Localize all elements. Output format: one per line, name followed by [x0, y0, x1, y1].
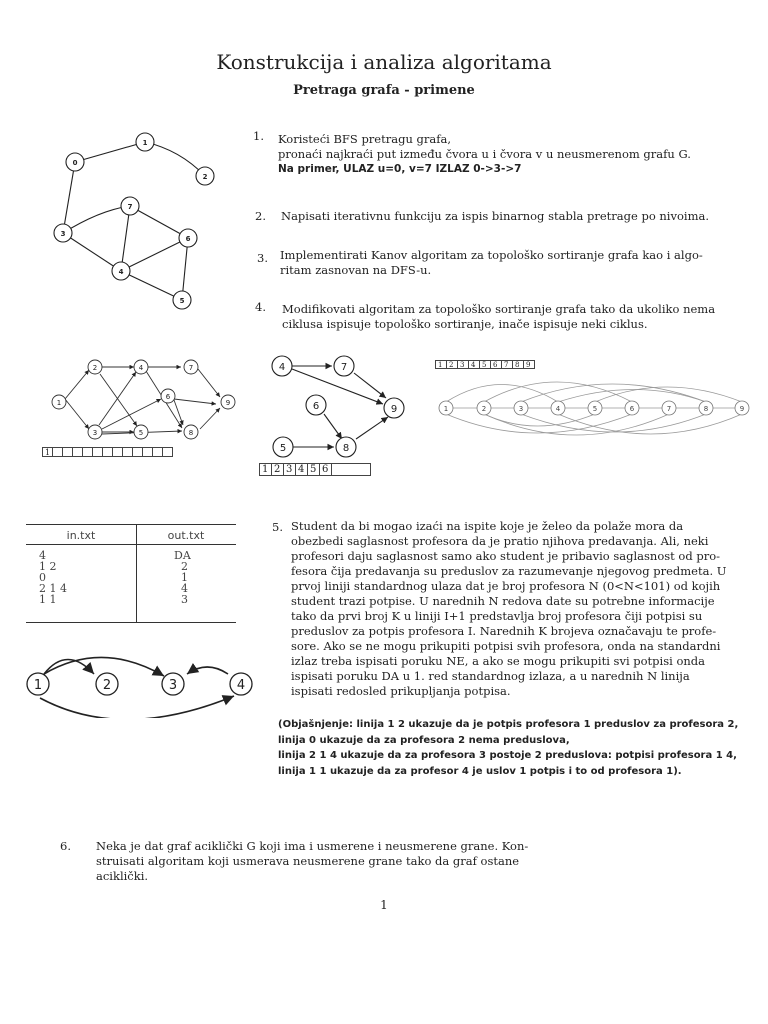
- io-in-line: 1 1: [39, 593, 57, 606]
- item-5-explanation-line: linija 1 1 ukazuje da za profesor 4 je uslov 1 potpis i to od profesora 1).: [278, 765, 682, 777]
- io-in-line: 0: [39, 571, 46, 584]
- item-4-line-2: ciklusa ispisuje topološko sortiranje, inače ispisuje neki ciklus.: [282, 317, 648, 331]
- array-cell: 3: [457, 360, 469, 369]
- array-cell: 1: [42, 447, 53, 457]
- io-example-table: [26, 524, 236, 623]
- graph-node-label: 5: [592, 405, 598, 413]
- graph-node-label: 5: [279, 443, 287, 454]
- item-3-line-2: ritam zasnovan na DFS-u.: [280, 263, 432, 277]
- item-1-example: Na primer, ULAZ u=0, v=7 IZLAZ 0->3->7: [278, 163, 522, 175]
- item-5-explanation-line: (Objašnjenje: linija 1 2 ukazuje da je potpis profesora 1 preduslov za profesora 2,: [278, 719, 739, 730]
- item-5-explanation-line: linija 2 1 4 ukazuje da za profesora 3 postoje 2 preduslova: potpisi profesora 1 4,: [278, 750, 737, 761]
- item-5-line: ispisati poruku DA u 1. red standardnog izlaza, a u narednih N linija: [291, 669, 690, 683]
- graph-node-label: 1: [56, 399, 62, 407]
- item-2-line-1: Napisati iterativnu funkciju za ispis binarnog stabla pretrage po nivoima.: [281, 209, 710, 223]
- graph-node-label: 7: [666, 405, 672, 413]
- item-4-number: 4.: [255, 300, 266, 314]
- item-5-body: [291, 519, 726, 699]
- item-6-line: aciklički.: [96, 869, 149, 883]
- array-strip-1: [43, 447, 173, 457]
- dag-diagram-2: [262, 350, 412, 462]
- item-5-line: fesora čija predavanja su preduslov za razumevanje njegovog predmeta. U: [291, 564, 727, 578]
- graph-node-label: 9: [225, 399, 231, 407]
- item-3-number: 3.: [257, 251, 268, 265]
- graph-node-label: 7: [340, 362, 348, 373]
- item-5-line: sore. Ako se ne mogu prikupiti potpisi svih profesora, onda na standardni: [291, 639, 721, 653]
- io-out-line: 4: [181, 582, 188, 595]
- document-subtitle: Pretraga grafa - primene: [293, 83, 475, 98]
- item-5-explanation-line: linija 0 ukazuje da za profesora 2 nema preduslova,: [278, 734, 570, 746]
- io-out-line: 2: [181, 560, 188, 573]
- array-cell: 1: [259, 463, 272, 476]
- array-strip-2: [260, 463, 371, 476]
- item-5-line: student trazi potpise. U narednih N redova date su potrebne informacije: [291, 594, 715, 608]
- io-in-line: 4: [39, 549, 46, 562]
- item-6-line: struisati algoritam koji usmerava neusmerene grane tako da graf ostane: [96, 854, 520, 868]
- item-1-number: 1.: [253, 129, 264, 143]
- graph-node-label: 9: [390, 404, 398, 415]
- graph-node-label: 8: [188, 429, 194, 437]
- item-5-line: tako da prvi broj K u liniji I+1 predstavlja broj profesora čiji potpisi su: [291, 609, 703, 623]
- array-cell: 1: [435, 360, 447, 369]
- graph-node-label: 4: [555, 405, 561, 413]
- array-cell: 7: [501, 360, 513, 369]
- graph-node-label: 1: [33, 678, 43, 693]
- graph-node-label: 6: [629, 405, 635, 413]
- graph-node-label: 0: [72, 159, 78, 167]
- graph-node-label: 1: [142, 139, 148, 147]
- graph-node-label: 9: [739, 405, 745, 413]
- graph-node-label: 8: [342, 443, 350, 454]
- item-5-line: preduslov za potpis profesora I. Narednih K brojeva označavaju te profe-: [291, 624, 717, 638]
- array-cell: 3: [283, 463, 296, 476]
- array-cell: 5: [479, 360, 491, 369]
- item-3-line-1: Implementirati Kanov algoritam za topološko sortiranje grafa kao i algo-: [280, 248, 703, 262]
- graph-node-label: 8: [703, 405, 709, 413]
- io-in-line: 1 2: [39, 560, 57, 573]
- graph-node-label: 3: [518, 405, 524, 413]
- graph-node-label: 5: [138, 429, 144, 437]
- array-cell: [331, 463, 371, 476]
- graph-node-label: 4: [236, 678, 246, 693]
- item-5-line: Student da bi mogao izaći na ispite koje je želeo da polaže mora da: [291, 519, 684, 533]
- graph-node-label: 1: [443, 405, 449, 413]
- item-5-line: profesori daju saglasnost samo ako student je pribavio saglasnost od pro-: [291, 549, 721, 563]
- array-cell: [162, 447, 173, 457]
- page-number: 1: [380, 898, 388, 912]
- graph-node-label: 6: [312, 401, 320, 412]
- item-4-line-1: Modifikovati algoritam za topološko sortiranje grafa tako da ukoliko nema: [282, 302, 716, 316]
- io-out-line: 1: [181, 571, 188, 584]
- graph-node-label: 4: [118, 268, 124, 276]
- graph-node-label: 2: [102, 678, 112, 693]
- linear-dag-diagram: [436, 372, 754, 444]
- item-6-line: Neka je dat graf aciklički G koji ima i usmerene i neusmerene grane. Kon-: [96, 839, 529, 853]
- graph-node-label: 4: [138, 364, 144, 372]
- graph-node-label: 3: [60, 230, 66, 238]
- graph-node-label: 7: [188, 364, 194, 372]
- item-6-number: 6.: [60, 839, 71, 853]
- item-5-line: izlaz treba ispisati poruku NE, a ako se mogu prikupiti svi potpisi onda: [291, 654, 705, 668]
- item-5-number: 5.: [272, 520, 283, 534]
- array-cell: 6: [319, 463, 332, 476]
- graph-node-label: 2: [92, 364, 98, 372]
- item-5-line: ispisati redosled prikupljanja potpisa.: [291, 684, 511, 698]
- graph-node-label: 6: [165, 393, 171, 401]
- item-5-line: prvoj liniji standardnog ulaza dat je broj profesora N (0<N<101) od kojih: [291, 579, 721, 593]
- item-1-line-1: Koristeći BFS pretragu grafa,: [278, 132, 451, 146]
- array-cell: 2: [271, 463, 284, 476]
- array-cell: 5: [307, 463, 320, 476]
- undirected-graph-diagram: [45, 125, 230, 320]
- graph-node-label: 7: [127, 203, 133, 211]
- graph-node-label: 4: [278, 362, 286, 373]
- graph-node-label: 2: [202, 173, 208, 181]
- io-out-line: 3: [181, 593, 188, 606]
- io-table-header-out: out.txt: [167, 529, 205, 542]
- array-cell: 4: [468, 360, 480, 369]
- array-cell: 6: [490, 360, 502, 369]
- item-5-line: obezbedi saglasnost profesora da je pratio njihova predavanja. Ali, neki: [291, 534, 709, 548]
- item-1-line-2: pronaći najkraći put između čvora u i čvora v u neusmerenom grafu G.: [278, 147, 691, 161]
- prerequisite-graph-diagram: [22, 650, 262, 718]
- item-2-number: 2.: [255, 209, 266, 223]
- graph-node-label: 3: [168, 678, 178, 693]
- array-strip-3: [436, 360, 535, 369]
- graph-node-label: 3: [92, 429, 98, 437]
- graph-node-label: 2: [481, 405, 487, 413]
- io-table-header-in: in.txt: [66, 529, 96, 542]
- graph-node-label: 6: [185, 235, 191, 243]
- item-6-body: [96, 839, 528, 884]
- item-5-explanation: [278, 717, 738, 779]
- array-cell: 8: [512, 360, 524, 369]
- array-cell: 9: [523, 360, 535, 369]
- io-out-line: DA: [174, 549, 191, 562]
- document-title: Konstrukcija i analiza algoritama: [216, 50, 552, 74]
- array-cell: 2: [446, 360, 458, 369]
- graph-node-label: 5: [179, 297, 185, 305]
- array-cell: 4: [295, 463, 308, 476]
- io-in-line: 2 1 4: [39, 582, 67, 595]
